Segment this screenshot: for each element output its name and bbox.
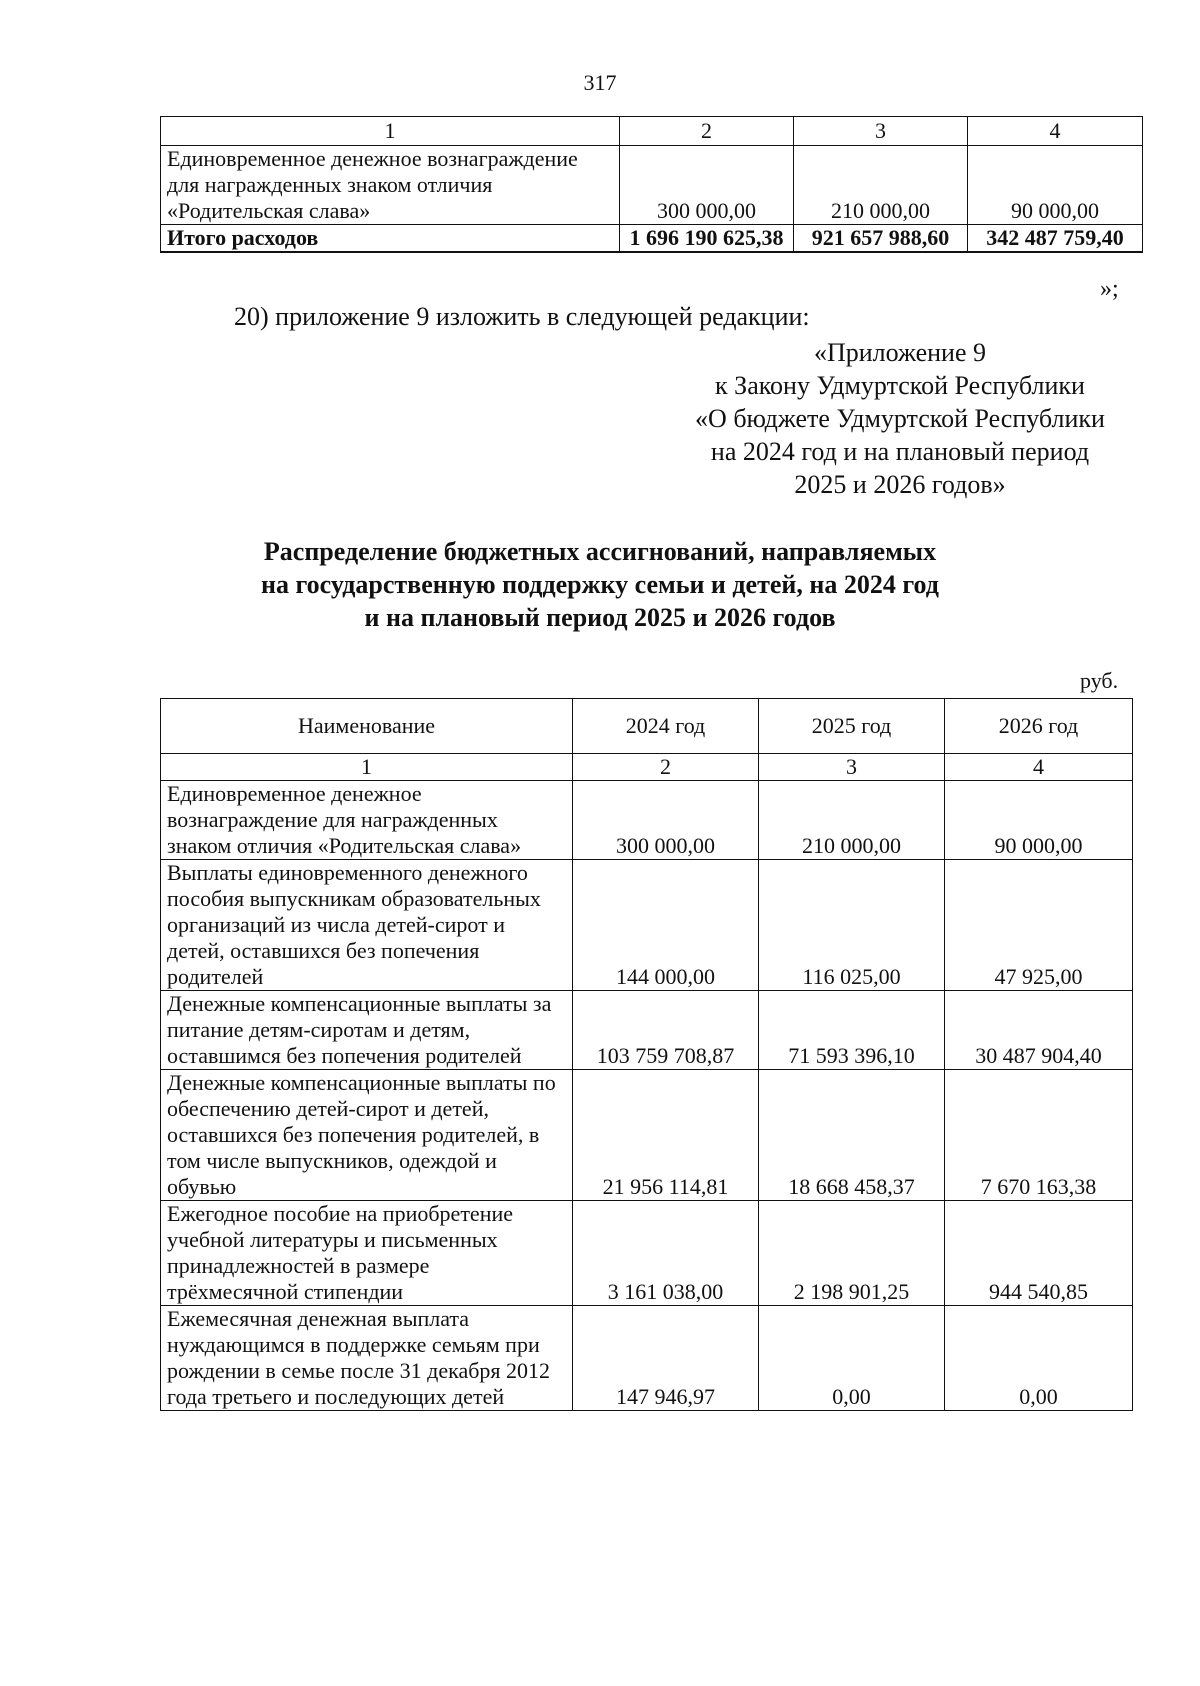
- table-row: [161, 860, 1133, 991]
- budget-allocation-table: [160, 698, 1133, 1411]
- closing-quote: »;: [1100, 276, 1119, 302]
- header-2025: 2025 год: [759, 699, 945, 754]
- value-2025: 210 000,00: [759, 781, 945, 860]
- row-name: Денежные компенсационные выплаты за питание детям-сиротам и детям, оставшимся без попечения родителей: [161, 991, 573, 1070]
- total-row: [161, 225, 1143, 253]
- table-header-row: [161, 117, 1143, 146]
- table-row: [161, 781, 1133, 860]
- table-row: [161, 1201, 1133, 1306]
- row-name: Денежные компенсационные выплаты по обеспечению детей-сирот и детей, оставшихся без попечения родителей, в том числе выпускников, одеждой и обувью: [161, 1070, 573, 1201]
- table-row: [161, 1306, 1133, 1411]
- value-2024: 300 000,00: [573, 781, 759, 860]
- column-number: 2: [573, 754, 759, 781]
- table-row: [161, 1070, 1133, 1201]
- value-2024: 3 161 038,00: [573, 1201, 759, 1306]
- total-2026: 342 487 759,40: [968, 225, 1143, 253]
- value-2025: 116 025,00: [759, 860, 945, 991]
- value-2026: 90 000,00: [945, 781, 1133, 860]
- document-title: [180, 535, 1020, 634]
- title-line: на государственную поддержку семьи и детей, на 2024 год: [261, 570, 939, 599]
- appendix-ref-line: «О бюджете Удмуртской Республики: [695, 404, 1105, 433]
- title-line: и на плановый период 2025 и 2026 годов: [364, 603, 836, 632]
- column-number: 1: [161, 754, 573, 781]
- header-2024: 2024 год: [573, 699, 759, 754]
- currency-unit: руб.: [1080, 668, 1119, 693]
- value-2025: 71 593 396,10: [759, 991, 945, 1070]
- value-2024: 103 759 708,87: [573, 991, 759, 1070]
- table-header-row: [161, 699, 1133, 754]
- total-2024: 1 696 190 625,38: [620, 225, 794, 253]
- value-2024: 144 000,00: [573, 860, 759, 991]
- header-name: Наименование: [161, 699, 573, 754]
- column-number: 4: [968, 117, 1143, 146]
- row-name: Ежегодное пособие на приобретение учебной литературы и письменных принадлежностей в размере трёхмесячной стипендии: [161, 1201, 573, 1306]
- appendix-ref-line: 2025 и 2026 годов»: [794, 470, 1006, 499]
- page-number: 317: [583, 70, 617, 95]
- column-number: 1: [161, 117, 620, 146]
- title-line: Распределение бюджетных ассигнований, направляемых: [263, 537, 937, 566]
- column-number: 3: [794, 117, 968, 146]
- value-2026: 0,00: [945, 1306, 1133, 1411]
- value-2026: 90 000,00: [968, 146, 1143, 225]
- appendix-ref-line: на 2024 год и на плановый период: [710, 437, 1090, 466]
- value-2026: 944 540,85: [945, 1201, 1133, 1306]
- header-2026: 2026 год: [945, 699, 1133, 754]
- total-2025: 921 657 988,60: [794, 225, 968, 253]
- value-2026: 30 487 904,40: [945, 991, 1133, 1070]
- value-2025: 210 000,00: [794, 146, 968, 225]
- column-number: 2: [620, 117, 794, 146]
- column-number-row: [161, 754, 1133, 781]
- appendix-ref-line: «Приложение 9: [813, 338, 987, 367]
- total-label: Итого расходов: [161, 225, 620, 253]
- value-2025: 2 198 901,25: [759, 1201, 945, 1306]
- value-2026: 47 925,00: [945, 860, 1133, 991]
- column-number: 4: [945, 754, 1133, 781]
- previous-appendix-table: [160, 116, 1143, 253]
- value-2026: 7 670 163,38: [945, 1070, 1133, 1201]
- amendment-instruction: 20) приложение 9 изложить в следующей редакции:: [234, 302, 810, 331]
- value-2025: 0,00: [759, 1306, 945, 1411]
- table-row: [161, 146, 1143, 225]
- table-row: [161, 991, 1133, 1070]
- column-number: 3: [759, 754, 945, 781]
- appendix-reference: [660, 336, 1140, 501]
- value-2024: 300 000,00: [620, 146, 794, 225]
- row-name: Единовременное денежное вознаграждение для награжденных знаком отличия «Родительская слава»: [161, 781, 573, 860]
- value-2024: 147 946,97: [573, 1306, 759, 1411]
- row-name: Единовременное денежное вознаграждение для награжденных знаком отличия «Родительская слава»: [161, 146, 620, 225]
- row-name: Выплаты единовременного денежного пособия выпускникам образовательных организаций из числа детей-сирот и детей, оставшихся без попечения родителей: [161, 860, 573, 991]
- appendix-ref-line: к Закону Удмуртской Республики: [715, 371, 1085, 400]
- value-2025: 18 668 458,37: [759, 1070, 945, 1201]
- value-2024: 21 956 114,81: [573, 1070, 759, 1201]
- row-name: Ежемесячная денежная выплата нуждающимся в поддержке семьям при рождении в семье после 31 декабря 2012 года третьего и последующих детей: [161, 1306, 573, 1411]
